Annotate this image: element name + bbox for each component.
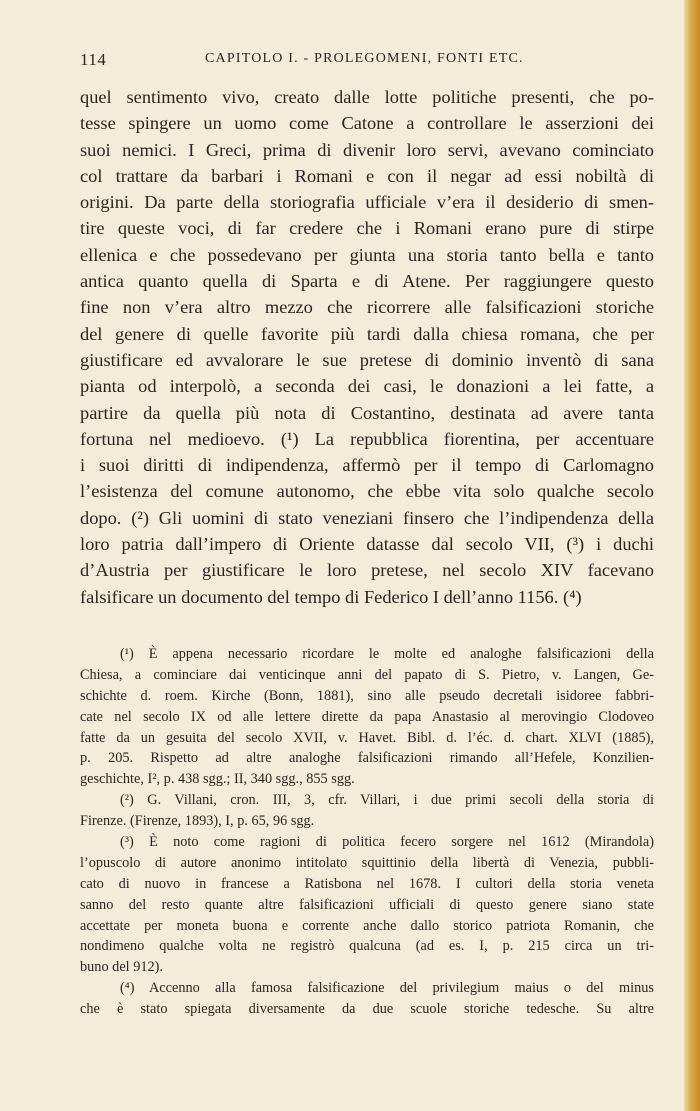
footnote-line: p. 205. Rispetto ad altre analoghe falsificazioni rimando all’Hefele, Konzilien- bbox=[80, 750, 654, 767]
footnote-line: l’opuscolo di autore anonimo intitolato squittinio della libertà di Venezia, pubbli- bbox=[80, 854, 654, 871]
text-line: loro patria dall’impero di Oriente datasse dal secolo VII, (³) i duchi bbox=[80, 534, 654, 555]
footnote-line: sanno del resto quante altre falsificazioni ufficiali di questo genere siano state bbox=[80, 896, 654, 913]
text-line: origini. Da parte della storiografia ufficiale v’era il desiderio di smen- bbox=[80, 192, 654, 213]
text-line: pianta od interpolò, a seconda dei casi, le donazioni a lei fatte, a bbox=[80, 376, 654, 397]
text-line: partire da quella più nota di Costantino, destinata ad avere tanta bbox=[80, 402, 654, 423]
footnote-line: (²) G. Villani, cron. III, 3, cfr. Villari, i due primi secoli della storia di bbox=[120, 792, 654, 809]
page-edge bbox=[684, 0, 700, 1111]
text-line: tesse spingere un uomo come Catone a controllare le asserzioni dei bbox=[80, 113, 654, 134]
main-text bbox=[80, 84, 654, 610]
footnote-line: schichte d. roem. Kirche (Bonn, 1881), sino alle pseudo decretali isidoree fabbri- bbox=[80, 687, 654, 704]
text-line: fine non v’era altro mezzo che ricorrere alle falsificazioni storiche bbox=[80, 297, 654, 318]
footnote-line: cato di nuovo in francese a Ratisbona nel 1678. I cultori della storia veneta bbox=[80, 875, 654, 892]
footnotes bbox=[80, 644, 654, 1020]
text-line: suoi nemici. I Greci, prima di divenir loro servi, avevano cominciato bbox=[80, 139, 654, 160]
page-number: 114 bbox=[80, 50, 107, 69]
footnote-line: geschichte, I², p. 438 sgg.; II, 340 sgg., 855 sgg. bbox=[80, 771, 355, 788]
footnote-line: (⁴) Accenno alla famosa falsificazione del privilegium maius o del minus bbox=[120, 980, 654, 997]
text-line: giustificare ed avvalorare le sue pretese di dominio inventò di sana bbox=[80, 349, 654, 370]
footnote-line: cate nel secolo IX od alle lettere dirette da papa Anastasio al merovingio Clodoveo bbox=[80, 708, 654, 725]
text-line: dopo. (²) Gli uomini di stato veneziani finsero che l’indipendenza della bbox=[80, 507, 654, 528]
text-line: falsificare un documento del tempo di Federico I dell’anno 1156. (⁴) bbox=[80, 586, 582, 607]
footnote-line: accettate per moneta buona e corrente anche dallo storico patriota Romanin, che bbox=[80, 917, 654, 934]
footnote-line: (¹) È appena necessario ricordare le molte ed analoghe falsificazioni della bbox=[120, 646, 654, 662]
text-line: del genere di quelle favorite più tardi dalla chiesa romana, che per bbox=[80, 323, 654, 344]
footnote-line: nondimeno qualche volta ne registrò qualcuna (ad es. I, p. 215 circa un tri- bbox=[80, 938, 654, 955]
running-head: CAPITOLO I. - PROLEGOMENI, FONTI ETC. bbox=[205, 51, 524, 66]
text-line: ellenica e che possedevano per giunta una storia tanto bella e tanto bbox=[80, 244, 654, 265]
footnote-line: (³) È noto come ragioni di politica fecero sorgere nel 1612 (Mirandola) bbox=[120, 834, 654, 851]
footnote-line: buno del 912). bbox=[80, 959, 163, 976]
footnote-line: fatte da un gesuita del secolo XVII, v. Havet. Bibl. d. l’éc. d. chart. XLVI (1885), bbox=[80, 729, 654, 746]
text-line: d’Austria per giustificare le loro pretese, nel secolo XIV facevano bbox=[80, 560, 654, 581]
page-header bbox=[80, 50, 652, 74]
text-line: l’esistenza del comune autonomo, che ebbe vita solo qualche secolo bbox=[80, 481, 654, 502]
text-line: tire queste voci, di far credere che i Romani erano pure di stirpe bbox=[80, 218, 654, 239]
text-line: fortuna nel medioevo. (¹) La repubblica fiorentina, per accentuare bbox=[80, 428, 654, 449]
text-line: col trattare da barbari i Romani e con il negar ad essi nobiltà di bbox=[80, 165, 654, 186]
text-line: antica quanto quella di Sparta e di Atene. Per raggiungere questo bbox=[80, 271, 654, 292]
footnote-line: che è stato spiegata diversamente da due scuole storiche tedesche. Su altre bbox=[80, 1001, 654, 1018]
footnote-line: Chiesa, a cominciare dai venticinque anni del papato di S. Pietro, v. Langen, Ge- bbox=[80, 666, 654, 683]
text-line: quel sentimento vivo, creato dalle lotte politiche presenti, che po- bbox=[80, 87, 654, 107]
footnote-line: Firenze. (Firenze, 1893), I, p. 65, 96 sgg. bbox=[80, 813, 315, 830]
text-line: i suoi diritti di indipendenza, affermò per il tempo di Carlomagno bbox=[80, 455, 654, 476]
